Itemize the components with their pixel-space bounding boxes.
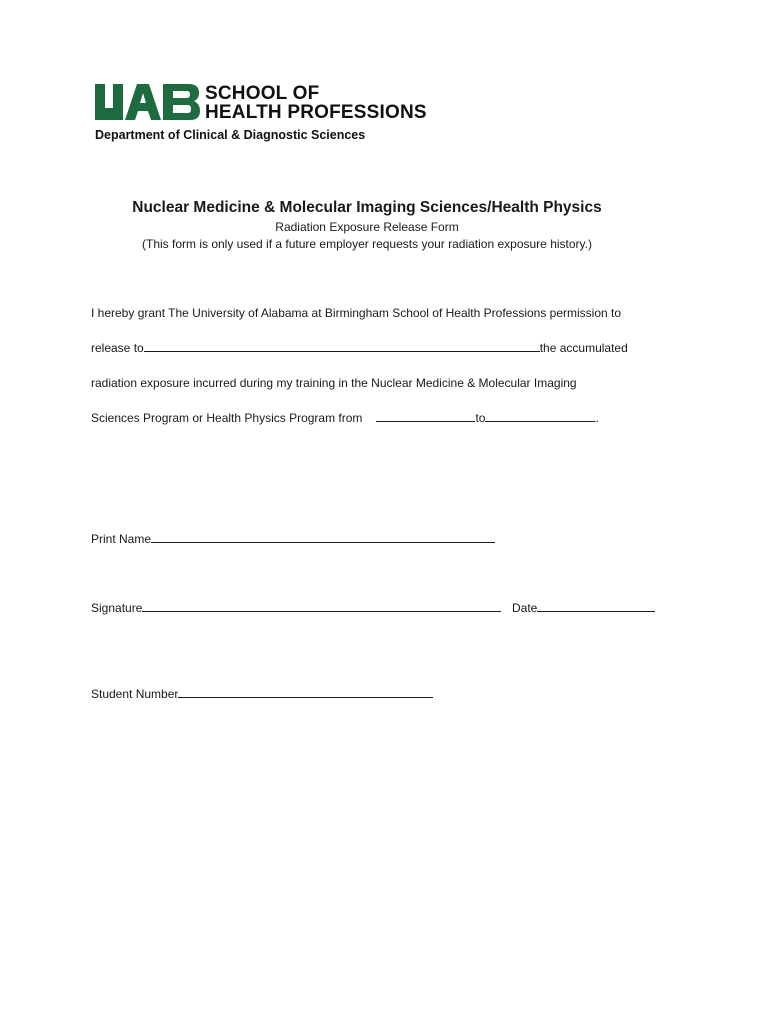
accumulated-label: the accumulated (539, 341, 628, 355)
signature-field[interactable] (142, 600, 501, 612)
to-date-field[interactable] (485, 410, 595, 422)
to-label: to (475, 411, 486, 425)
logo-school-line1: SCHOOL OF (205, 83, 320, 104)
document-note: (This form is only used if a future employer requests your radiation exposure history.) (142, 237, 592, 251)
date-row (512, 600, 655, 616)
release-to-field[interactable] (144, 340, 540, 352)
body-line-1: I hereby grant The University of Alabama at Birmingham School of Health Professions permission to (91, 306, 622, 320)
from-date-field[interactable] (376, 410, 475, 422)
logo-school-name (205, 84, 427, 122)
signature-row (91, 600, 501, 616)
title-block (0, 198, 734, 252)
body-line-2 (91, 340, 628, 356)
student-number-field[interactable] (178, 686, 433, 698)
logo-school-line2: HEALTH PROFESSIONS (205, 102, 427, 123)
document-title: Nuclear Medicine & Molecular Imaging Sciences/Health Physics (132, 199, 602, 216)
print-name-label: Print Name (91, 532, 152, 546)
uab-logo (95, 84, 435, 144)
print-name-row (91, 531, 495, 547)
program-from-label: Sciences Program or Health Physics Program from (91, 411, 363, 425)
body-line-4 (91, 410, 599, 426)
print-name-field[interactable] (151, 531, 495, 543)
uab-logo-mark-icon (95, 84, 201, 120)
signature-label: Signature (91, 601, 143, 615)
date-label: Date (512, 601, 538, 615)
body-line-3: radiation exposure incurred during my training in the Nuclear Medicine & Molecular Imaging (91, 376, 577, 390)
student-number-row (91, 686, 433, 702)
date-field[interactable] (537, 600, 655, 612)
student-number-label: Student Number (91, 687, 179, 701)
release-to-label: release to (91, 341, 144, 355)
logo-department: Department of Clinical & Diagnostic Sciences (95, 128, 366, 142)
period-mark: . (595, 411, 599, 425)
document-subtitle: Radiation Exposure Release Form (275, 220, 459, 234)
